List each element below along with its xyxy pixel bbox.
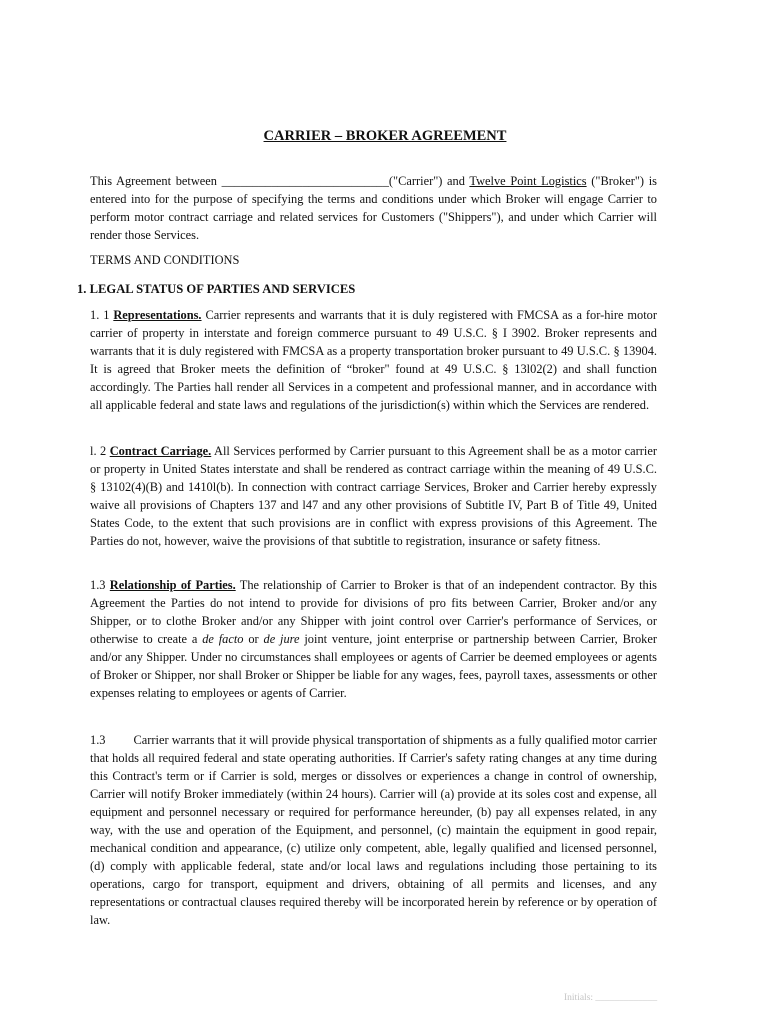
intro-paragraph — [90, 172, 657, 244]
section-1-heading: 1. LEGAL STATUS OF PARTIES AND SERVICES — [77, 282, 356, 296]
clause-1-1-text: Carrier represents and warrants that it is duly registered with FMCSA as a for-hire motor carrier of property in interstate and foreign commerce pursuant to 49 U.S.C. § I 3902. Broker represents and warrants that it is duly registered with FMCSA as a property transportation broker pursuant to 49 U.S.C. § 13904. It is agreed that Broker meets the definition of “broker" found at 49 U.S.C. § 13l02(2) and shall function accordingly. The Parties hall render all Services in a competent and professional manner, and in accordance with all applicable federal and state laws and regulations of the jurisdiction(s) within which the Services are rendered. — [90, 308, 657, 412]
clause-1-3-warranty-number: 1.3 — [90, 733, 106, 747]
broker-company-name: Twelve Point Logistics — [469, 174, 587, 188]
clause-1-1-number: 1. 1 — [90, 308, 114, 322]
document-title: CARRIER – BROKER AGREEMENT — [263, 128, 507, 144]
initials-footer: Initials: _____________ — [564, 993, 658, 1003]
clause-1-3-italic-de-facto: de facto — [202, 632, 244, 646]
clause-1-3-text-b: or — [243, 632, 264, 646]
clause-1-3 — [90, 576, 657, 702]
clause-1-2-label: Contract Carriage. — [109, 444, 212, 458]
clause-1-3-label: Relationship of Parties. — [109, 578, 236, 592]
clause-1-1 — [90, 306, 657, 414]
clause-1-3-number: 1.3 — [90, 578, 110, 592]
clause-1-3-italic-de-jure: de jure — [263, 632, 300, 646]
clause-1-1-label: Representations. — [113, 308, 202, 322]
clause-1-3-warranty-text: Carrier warrants that it will provide physical transportation of shipments as a fully qualified motor carrier that holds all required federal and state operating authorities. If Carrier's safety rating changes at any time during this Contract's term or if Carrier is sold, merges or dissolves or experiences a change in control of ownership, Carrier will notify Broker immediately (within 24 hours). Carrier will (a) provide at its soles cost and expense, all equipment and personnel necessary or required for performance hereunder, (b) pay all expenses related, in any way, with the use and operation of the Equipment, and personnel, (c) maintain the equipment in good repair, mechanical condition and appearance, (c) utilize only competent, able, legally qualified and licensed personnel, (d) comply with applicable federal, state and/or local laws and regulations including those pertaining to its operations, cargo for transport, equipment and drivers, obtaining of all permits and licenses, and any representations or contractual clauses required thereby will be incorporated herein by reference or by operation of law. — [90, 733, 657, 927]
clause-1-3-warranty — [90, 731, 657, 929]
intro-text-part1: This Agreement between ___________________________("Carrier") and — [90, 174, 470, 188]
clause-1-2-number: l. 2 — [90, 444, 110, 458]
terms-heading: TERMS AND CONDITIONS — [90, 253, 240, 267]
clause-1-3-text-a: The relationship of Carrier to Broker is that of an independent contractor. By this Agreement the Parties do not intend to provide for divisions of pro fits between Carrier, Broker and/or any Shipper, or to clothe Broker and/or any Shipper with joint control over Carrier's performance of Services, or otherwise to create a — [90, 578, 657, 646]
clause-1-2-text: All Services performed by Carrier pursuant to this Agreement shall be as a motor carrier or property in United States interstate and shall be rendered as contract carriage within the meaning of 49 U.S.C. § 13102(4)(B) and 1410l(b). In connection with contract carriage Services, Broker and Carrier hereby expressly waive all provisions of Chapters 137 and l47 and any other provisions of Subtitle IV, Part B of Title 49, United States Code, to the extent that such provisions are in conflict with express provisions of this Agreement. The Parties do not, however, waive the provisions of that subtitle to registration, insurance or safety fitness. — [90, 444, 657, 548]
clause-1-2 — [90, 442, 657, 550]
intro-text-part2: ("Broker") is entered into for the purpose of specifying the terms and conditions under which Broker will engage Carrier to perform motor contract carriage and related services for Customers ("Shippers"), and under which Carrier will render those Services. — [90, 174, 657, 242]
clause-1-3-text-c: joint venture, joint enterprise or partnership between Carrier, Broker and/or any Shipper. Under no circumstances shall employees or agents of Carrier be deemed employees or agents of Broker or Shipper, nor shall Broker or Shipper be liable for any wages, fees, payroll taxes, assessments or other expenses relating to employees or agents of Carrier. — [90, 632, 657, 700]
